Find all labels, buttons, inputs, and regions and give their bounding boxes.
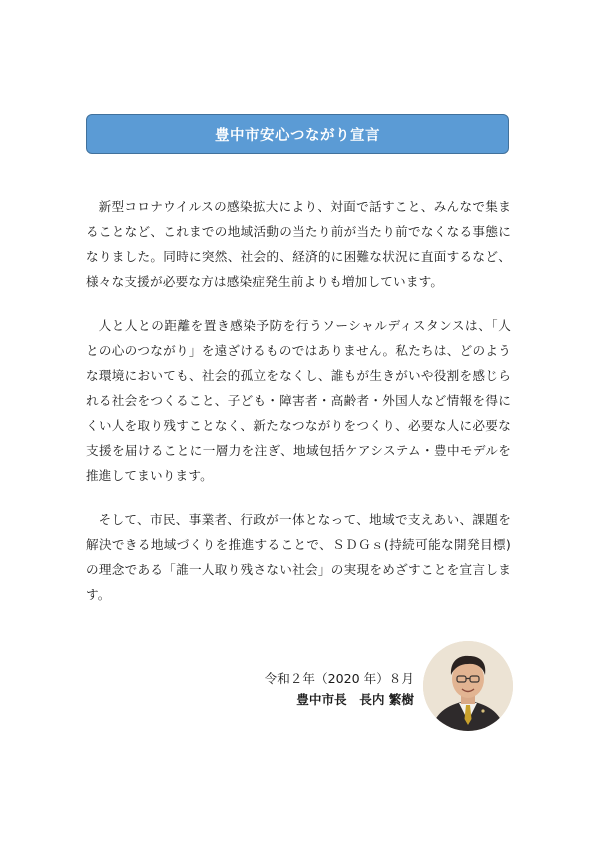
paragraph-3: そして、市民、事業者、行政が一体となって、地域で支えあい、課題を解決できる地域づくりを推進することで、ＳＤＧｓ(持続可能な開発目標)の理念である「誰一人取り残さない社会」の実現をめざすことを宣言します。: [86, 512, 511, 602]
signature-block: [236, 668, 414, 710]
mayor-portrait: [423, 641, 513, 731]
portrait-illustration: [423, 641, 513, 731]
signature-name: 豊中市長 長内 繁樹: [296, 692, 414, 707]
paragraph-1: 新型コロナウイルスの感染拡大により、対面で話すこと、みんなで集まることなど、これまでの地域活動の当たり前が当たり前でなくなる事態になりました。同時に突然、社会的、経済的に困難な状況に直面するなど、様々な支援が必要な方は感染症発生前よりも増加しています。: [86, 199, 511, 289]
declaration-body: [86, 194, 511, 626]
paragraph-2: 人と人との距離を置き感染予防を行うソーシャルディスタンスは、「人との心のつながり」を遠ざけるものではありません。私たちは、どのような環境においても、社会的孤立をなくし、誰もが生きがいや役割を感じられる社会をつくること、子ども・障害者・高齢者・外国人など情報を得にくい人を取り残すことなく、新たなつながりをつくり、必要な人に必要な支援を届けることに一層力を注ぎ、地域包括ケアシステム・豊中モデルを推進してまいります。: [86, 318, 511, 483]
page-title: 豊中市安心つながり宣言: [215, 127, 380, 144]
signature-date: 令和２年（2020 年）８月: [264, 671, 414, 686]
title-banner: [86, 114, 509, 154]
